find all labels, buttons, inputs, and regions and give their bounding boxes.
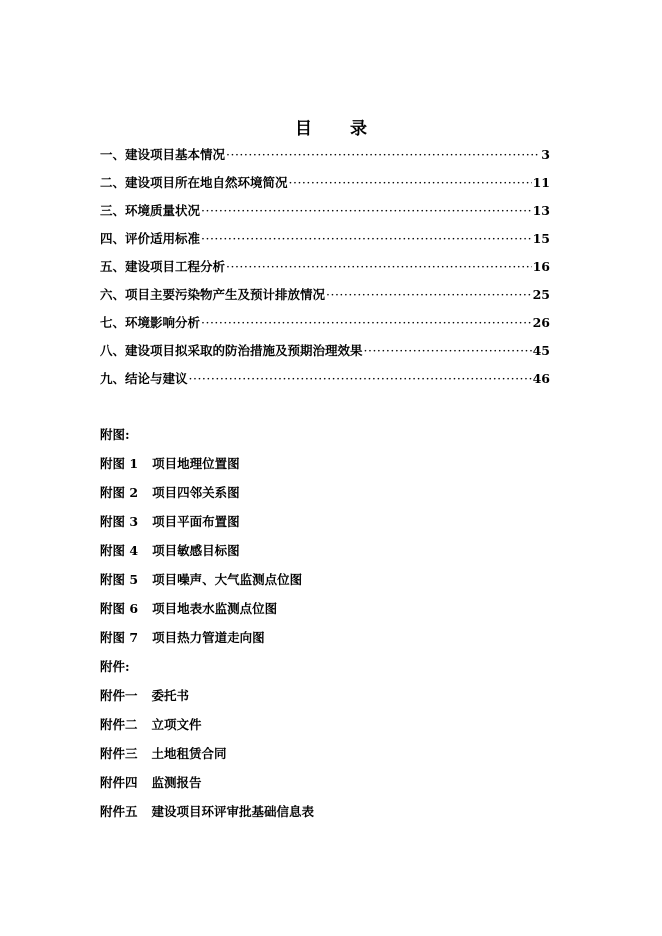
attachment-title: 土地租赁合同 <box>151 745 227 761</box>
attachment-code: 附件四 <box>100 774 138 790</box>
attachment-title: 建设项目环评审批基础信息表 <box>151 803 315 819</box>
toc-entry[interactable] <box>100 201 550 229</box>
toc-leader-dots <box>326 287 532 302</box>
figures-heading: 附图: <box>100 426 130 442</box>
figure-item[interactable] <box>100 506 550 535</box>
toc-entry-page: 16 <box>532 259 550 274</box>
toc-entry[interactable] <box>100 313 550 341</box>
attachment-item[interactable] <box>100 680 550 709</box>
figure-code: 附图 4 <box>100 542 139 558</box>
figures-section <box>100 419 550 825</box>
attachment-code: 附件三 <box>100 745 138 761</box>
toc-entry-page: 46 <box>532 371 550 386</box>
figure-title: 项目敏感目标图 <box>152 542 240 558</box>
attachment-item[interactable] <box>100 767 550 796</box>
toc-entry[interactable] <box>100 229 550 257</box>
figure-item[interactable] <box>100 593 550 622</box>
figure-code: 附图 5 <box>100 571 139 587</box>
toc-entry[interactable] <box>100 145 550 173</box>
figure-code: 附图 7 <box>100 629 139 645</box>
attachments-heading: 附件: <box>100 658 130 674</box>
figure-code: 附图 2 <box>100 484 139 500</box>
toc-leader-dots <box>226 147 539 162</box>
toc-entry-label: 九、结论与建议 <box>100 371 188 386</box>
toc-leader-dots <box>189 371 532 386</box>
toc-entry-label: 一、建设项目基本情况 <box>100 147 226 162</box>
toc-entry[interactable] <box>100 369 550 397</box>
table-of-contents <box>100 145 550 397</box>
attachment-title: 委托书 <box>151 687 190 703</box>
figure-title: 项目噪声、大气监测点位图 <box>152 571 303 587</box>
toc-entry-page: 15 <box>532 231 550 246</box>
toc-entry-label: 二、建设项目所在地自然环境简况 <box>100 175 288 190</box>
toc-leader-dots <box>201 203 532 218</box>
figure-code: 附图 1 <box>100 455 139 471</box>
toc-entry-label: 五、建设项目工程分析 <box>100 259 226 274</box>
toc-entry-page: 25 <box>532 287 550 302</box>
figure-code: 附图 6 <box>100 600 139 616</box>
figure-item[interactable] <box>100 477 550 506</box>
toc-leader-dots <box>364 343 532 358</box>
toc-leader-dots <box>226 259 532 274</box>
figure-item[interactable] <box>100 535 550 564</box>
attachment-title: 监测报告 <box>151 774 202 790</box>
attachment-code: 附件一 <box>100 687 138 703</box>
figure-title: 项目热力管道走向图 <box>152 629 265 645</box>
toc-entry-label: 七、环境影响分析 <box>100 315 201 330</box>
toc-entry-page: 13 <box>532 203 550 218</box>
attachment-item[interactable] <box>100 796 550 825</box>
figure-title: 项目地理位置图 <box>152 455 240 471</box>
figure-item[interactable] <box>100 564 550 593</box>
toc-entry-page: 26 <box>532 315 550 330</box>
toc-entry-page: 3 <box>541 147 550 162</box>
toc-entry-label: 三、环境质量状况 <box>100 203 201 218</box>
figure-title: 项目地表水监测点位图 <box>152 600 278 616</box>
attachment-code: 附件二 <box>100 716 138 732</box>
toc-entry[interactable] <box>100 341 550 369</box>
figure-item[interactable] <box>100 448 550 477</box>
figure-title: 项目四邻关系图 <box>152 484 240 500</box>
toc-entry-label: 八、建设项目拟采取的防治措施及预期治理效果 <box>100 343 363 358</box>
toc-entry[interactable] <box>100 257 550 285</box>
toc-leader-dots <box>289 175 532 190</box>
toc-leader-dots <box>201 231 532 246</box>
figure-title: 项目平面布置图 <box>152 513 240 529</box>
page-title: 目 录 <box>295 119 383 139</box>
toc-entry[interactable] <box>100 173 550 201</box>
attachment-item[interactable] <box>100 709 550 738</box>
toc-entry-page: 11 <box>532 175 550 190</box>
attachment-item[interactable] <box>100 738 550 767</box>
toc-entry[interactable] <box>100 285 550 313</box>
toc-leader-dots <box>201 315 532 330</box>
toc-entry-page: 45 <box>532 343 550 358</box>
toc-entry-label: 四、评价适用标准 <box>100 231 201 246</box>
figure-code: 附图 3 <box>100 513 139 529</box>
toc-entry-label: 六、项目主要污染物产生及预计排放情况 <box>100 287 326 302</box>
attachment-code: 附件五 <box>100 803 138 819</box>
attachment-title: 立项文件 <box>151 716 202 732</box>
figure-item[interactable] <box>100 622 550 651</box>
